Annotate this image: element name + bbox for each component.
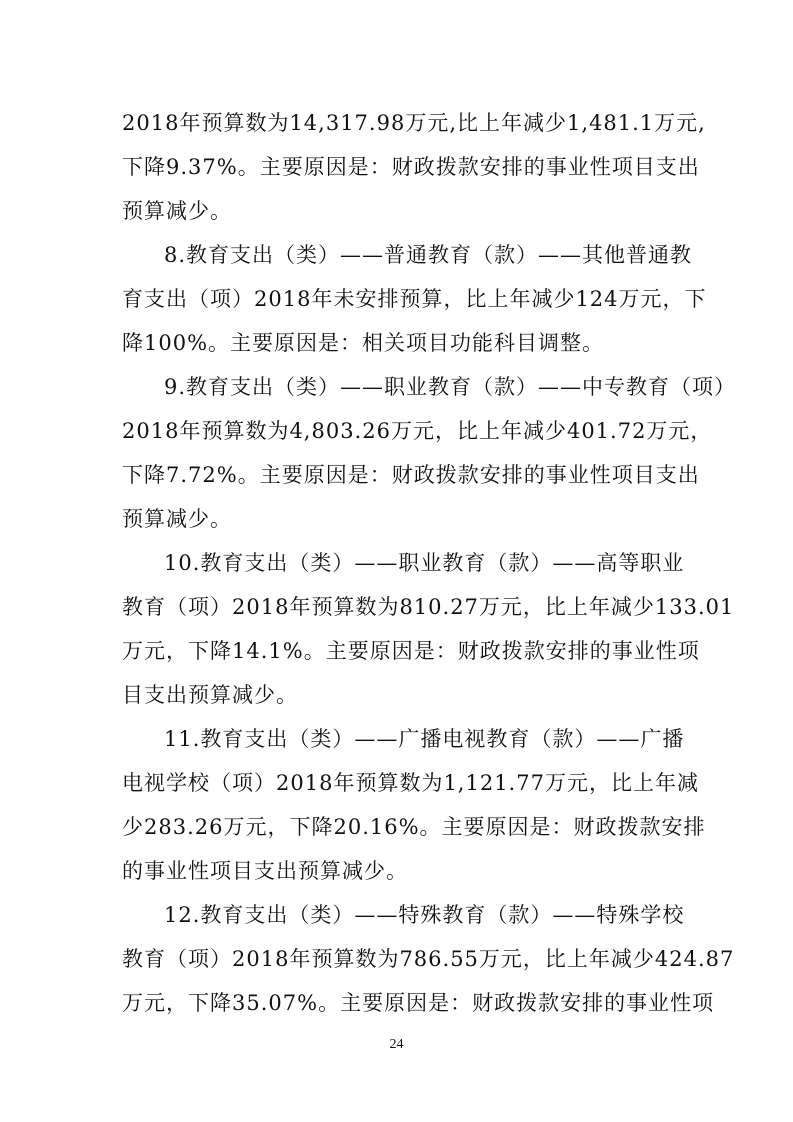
body-text-line: 目支出预算减少。 [122, 683, 298, 707]
body-text-line: 教育（项）2018年预算数为786.55万元，比上年减少424.87 [122, 947, 735, 971]
body-text-line: 少283.26万元，下降20.16%。主要原因是：财政拨款安排 [122, 815, 706, 839]
body-text-line: 预算减少。 [122, 199, 232, 223]
body-text-line: 万元，下降14.1%。主要原因是：财政拨款安排的事业性项 [122, 639, 700, 663]
body-text-line: 万元，下降35.07%。主要原因是：财政拨款安排的事业性项 [122, 991, 715, 1015]
body-text-line: 下降7.72%。主要原因是：财政拨款安排的事业性项目支出 [122, 463, 700, 487]
body-text-line: 的事业性项目支出预算减少。 [122, 859, 408, 883]
body-text-line: 育支出（项）2018年未安排预算，比上年减少124万元，下 [122, 287, 707, 311]
paragraph-8-heading-line: 8.教育支出（类）——普通教育（款）——其他普通教 [164, 243, 693, 267]
paragraph-9-heading-line: 9.教育支出（类）——职业教育（款）——中专教育（项） [164, 375, 737, 399]
body-text-line: 降100%。主要原因是：相关项目功能科目调整。 [122, 331, 605, 355]
body-text-line: 预算减少。 [122, 507, 232, 531]
body-text-line: 教育（项）2018年预算数为810.27万元，比上年减少133.01 [122, 595, 735, 619]
paragraph-12-heading-line: 12.教育支出（类）——特殊教育（款）——特殊学校 [164, 903, 685, 927]
page-number: 24 [389, 1037, 404, 1052]
paragraph-11-heading-line: 11.教育支出（类）——广播电视教育（款）——广播 [164, 727, 685, 751]
paragraph-10-heading-line: 10.教育支出（类）——职业教育（款）——高等职业 [164, 551, 685, 575]
body-text-line: 下降9.37%。主要原因是：财政拨款安排的事业性项目支出 [122, 155, 700, 179]
body-text-line: 2018年预算数为4,803.26万元，比上年减少401.72万元， [122, 419, 713, 443]
body-text-line: 2018年预算数为14,317.98万元,比上年减少1,481.1万元, [122, 111, 706, 135]
body-text-line: 电视学校（项）2018年预算数为1,121.77万元，比上年减 [122, 771, 699, 795]
